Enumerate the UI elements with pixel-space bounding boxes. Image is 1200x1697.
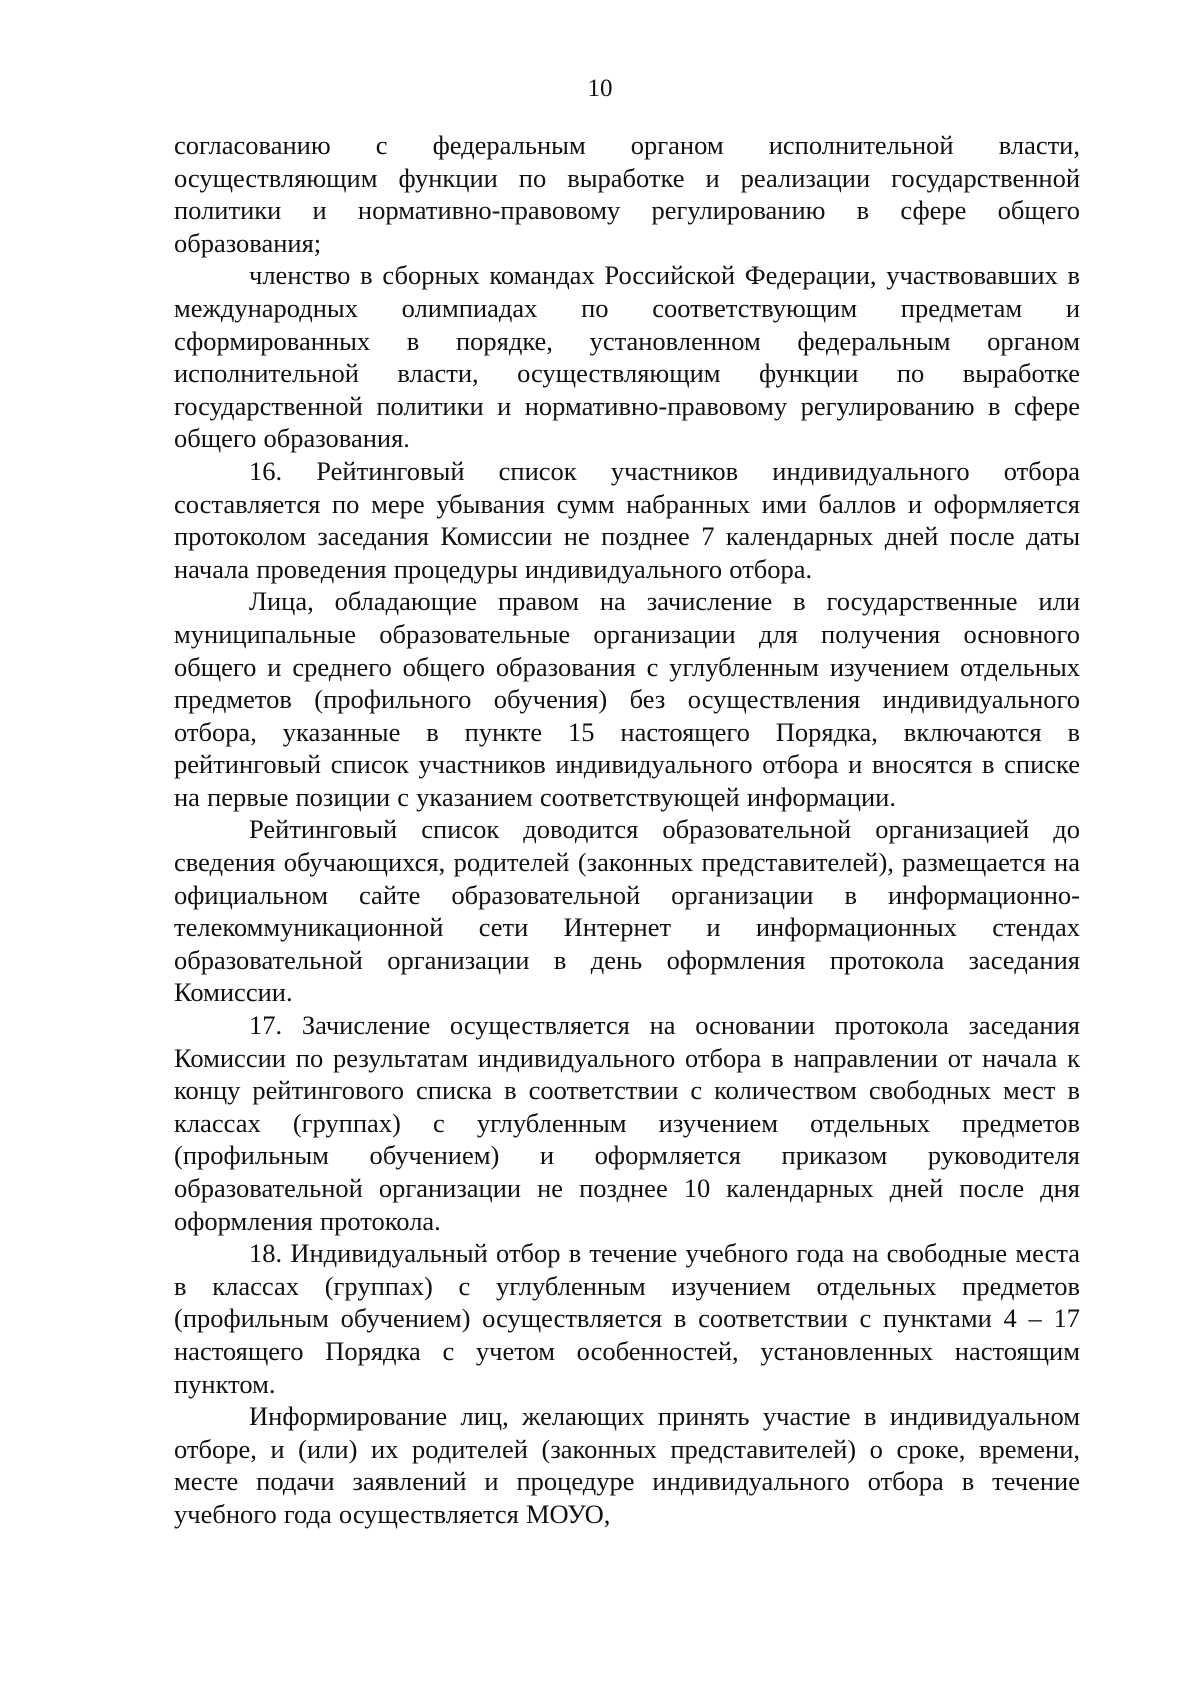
- paragraph: 17. Зачисление осуществляется на основании протокола заседания Комиссии по результатам индивидуального отбора в направлении от начала к концу рейтингового списка в соответствии с количеством свободных мест в классах (группах) с углубленным изучением отдельных предметов (профильным обучением) и оформляется приказом руководителя образовательной организации не позднее 10 календарных дней после дня оформления протокола.: [174, 1010, 1080, 1236]
- document-body: [174, 129, 1080, 1531]
- paragraph: согласованию с федеральным органом исполнительной власти, осуществляющим функции по выработке и реализации государственной политики и нормативно-правовому регулированию в сфере общего образования;: [174, 130, 1080, 258]
- paragraph: 16. Рейтинговый список участников индивидуального отбора составляется по мере убывания сумм набранных ими баллов и оформляется протоколом заседания Комиссии не позднее 7 календарных дней после даты начала проведения процедуры индивидуального отбора.: [174, 455, 1080, 584]
- paragraph: 18. Индивидуальный отбор в течение учебного года на свободные места в классах (группах) с углубленным изучением отдельных предметов (профильным обучением) осуществляется в соответствии с пунктами 4 – 17 настоящего Порядка с учетом особенностей, установленных настоящим пунктом.: [174, 1238, 1080, 1399]
- paragraph-last: Информирование лиц, желающих принять участие в индивидуальном отборе, и (или) их родителей (законных представителей) о сроке, времени, месте подачи заявлений и процедуре индивидуального отбора в течение учебного года осуществляется МОУО,: [174, 1401, 1080, 1529]
- paragraph: Рейтинговый список доводится образовательной организацией до сведения обучающихся, родителей (законных представителей), размещается на официальном сайте образовательной организации в информационно-телекоммуникационной сети Интернет и информационных стендах образовательной организации в день оформления протокола заседания Комиссии.: [174, 814, 1080, 1008]
- page-number: 10: [587, 75, 613, 102]
- paragraph: Лица, обладающие правом на зачисление в государственные или муниципальные образовательные организации для получения основного общего и среднего общего образования с углубленным изучением отдельных предметов (профильного обучения) без осуществления индивидуального отбора, указанные в пункте 15 настоящего Порядка, включаются в рейтинговый список участников индивидуального отбора и вносятся в списке на первые позиции с указанием соответствующей информации.: [174, 586, 1080, 812]
- paragraph: членство в сборных командах Российской Федерации, участвовавших в международных олимпиадах по соответствующим предметам и сформированных в порядке, установленном федеральным органом исполнительной власти, осуществляющим функции по выработке государственной политики и нормативно-правовому регулированию в сфере общего образования.: [174, 260, 1080, 454]
